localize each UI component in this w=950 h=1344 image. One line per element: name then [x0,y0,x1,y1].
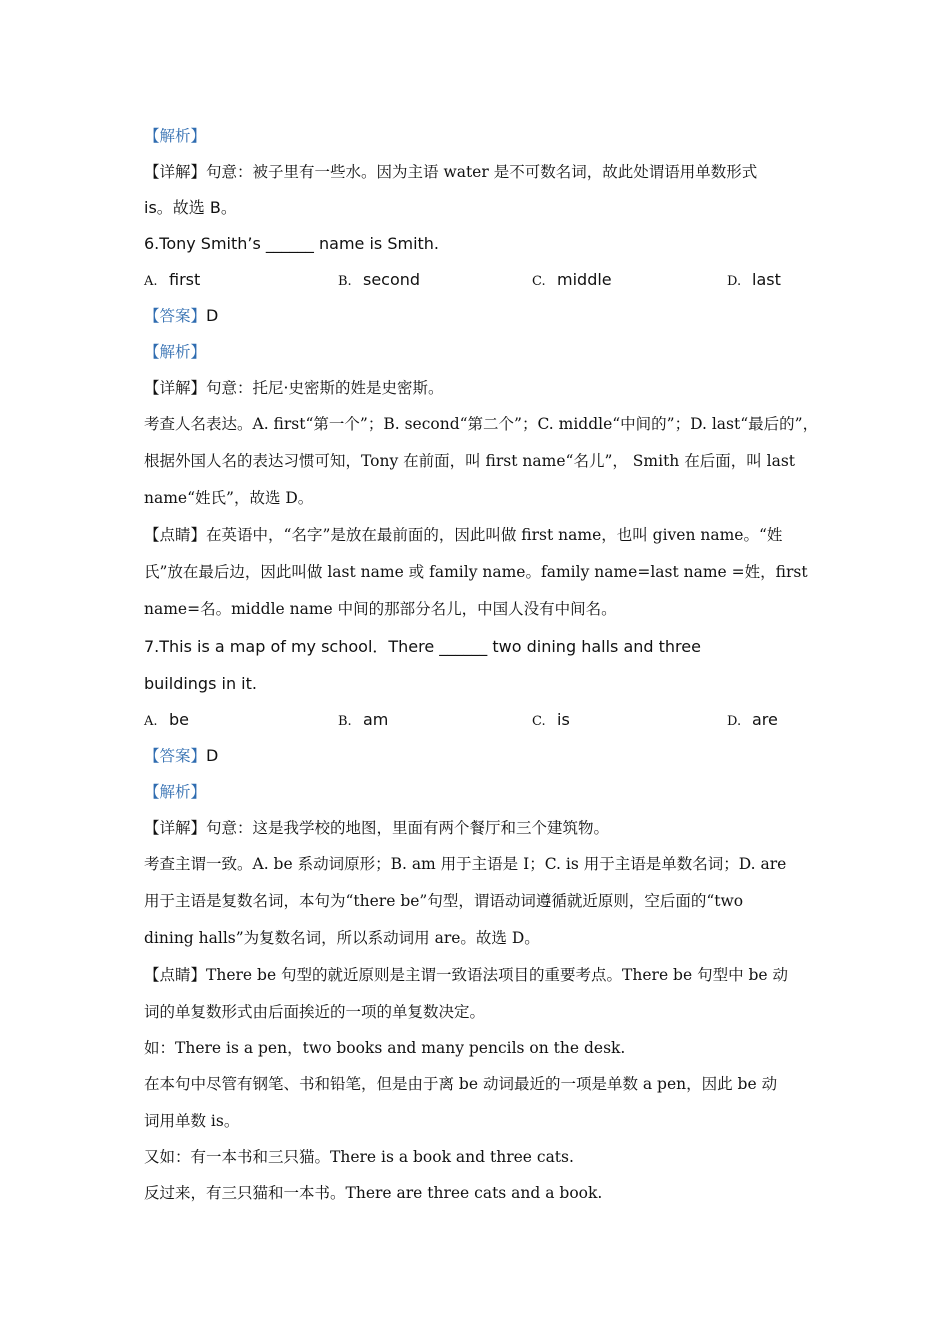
detail-text-continued: is。故选 B。 [144,198,237,217]
q7-option-a[interactable] [144,702,189,740]
q6-tip-line: 氏”放在最后边，因此叫做 last name 或 family name。family name=last name =姓，first [144,563,808,581]
q7-option-d[interactable] [727,702,778,740]
q6-option-b[interactable] [338,262,420,300]
q7-option-b[interactable] [338,702,388,740]
detail-text: 句意：这是我学校的地图，里面有两个餐厅和三个建筑物。 [206,819,610,837]
answer-label: 【答案】 [144,747,207,765]
q6-option-c[interactable] [532,262,612,300]
option-letter: D. [727,274,742,289]
option-text: are [752,710,778,729]
analysis-label: 【解析】 [144,343,207,361]
q7-tip-line [144,957,814,994]
q7-tip-line: 又如：有一本书和三只猫。There is a book and three cats. [144,1148,574,1166]
tip-label: 【点睛】 [144,966,207,984]
detail-line [144,154,814,190]
option-text: last [752,270,781,289]
q7-option-c[interactable] [532,702,570,740]
tip-label: 【点睛】 [144,526,207,544]
option-letter: C. [532,274,546,289]
option-text: middle [557,270,612,289]
answer-value: D [206,306,219,325]
q7-answer-line [144,738,814,774]
q6-detail-line [144,370,814,406]
detail-label: 【详解】 [144,379,207,397]
q6-explain-line: name“姓氏”，故选 D。 [144,489,314,507]
question-7-stem: 7.This is a map of my school．There ______ two dining halls and three [144,637,701,656]
option-letter: A. [144,714,158,729]
option-text: am [363,710,389,729]
tip-text: 在英语中，“名字”是放在最前面的，因此叫做 first name，也叫 given name。“姓 [206,526,783,544]
option-letter: A. [144,274,158,289]
question-7-options [144,702,814,738]
q7-analysis-heading [144,774,814,810]
q7-detail-line [144,810,814,846]
option-letter: B. [338,714,352,729]
q7-tip-line: 词的单复数形式由后面挨近的一项的单复数决定。 [144,1003,486,1021]
q7-explain-line: 考查主谓一致。A. be 系动词原形；B. am 用于主语是 I；C. is 用于主语是单数名词；D. are [144,855,787,873]
q6-tip-line [144,517,814,554]
q6-explain-line: 根据外国人名的表达习惯可知，Tony 在前面，叫 first name“名儿”， Smith 在后面，叫 last [144,452,796,470]
q6-option-a[interactable] [144,262,200,300]
document-body [144,118,819,1211]
q6-answer-line [144,298,814,334]
q6-analysis-heading [144,334,814,370]
q7-tip-line: 反过来，有三只猫和一本书。There are three cats and a book. [144,1184,603,1202]
option-text: first [169,270,201,289]
option-letter: B. [338,274,352,289]
option-text: be [169,710,189,729]
option-text: is [557,710,570,729]
q7-tip-line: 在本句中尽管有钢笔、书和铅笔，但是由于离 be 动词最近的一项是单数 a pen，因此 be 动 [144,1075,778,1093]
detail-label: 【详解】 [144,819,207,837]
q6-explain-line: 考查人名表达。A. first“第一个”；B. second“第二个”；C. middle“中间的”；D. last“最后的”， [144,415,819,433]
question-7-stem-continued: buildings in it. [144,674,257,693]
analysis-heading [144,118,814,154]
option-letter: C. [532,714,546,729]
q6-option-d[interactable] [727,262,781,300]
analysis-label: 【解析】 [144,127,207,145]
question-6-options [144,262,814,298]
option-text: second [363,270,421,289]
q7-tip-line: 词用单数 is。 [144,1112,240,1130]
q6-tip-line: name=名。middle name 中间的那部分名儿，中国人没有中间名。 [144,600,617,618]
answer-label: 【答案】 [144,307,207,325]
analysis-label: 【解析】 [144,783,207,801]
detail-text: 句意：托尼·史密斯的姓是史密斯。 [206,379,444,397]
q7-explain-line: dining halls”为复数名词，所以系动词用 are。故选 D。 [144,929,540,947]
detail-text: 句意：被子里有一些水。因为主语 water 是不可数名词，故此处谓语用单数形式 [206,163,758,181]
question-6-stem: 6.Tony Smith’s ______ name is Smith. [144,234,440,253]
detail-line-continued [144,190,814,226]
answer-value: D [206,746,219,765]
detail-label: 【详解】 [144,163,207,181]
tip-text: There be 句型的就近原则是主谓一致语法项目的重要考点。There be 句型中 be 动 [206,966,789,984]
option-letter: D. [727,714,742,729]
q7-tip-line: 如：There is a pen，two books and many pencils on the desk. [144,1039,626,1057]
q7-explain-line: 用于主语是复数名词，本句为“there be”句型，谓语动词遵循就近原则，空后面的“two [144,892,744,910]
